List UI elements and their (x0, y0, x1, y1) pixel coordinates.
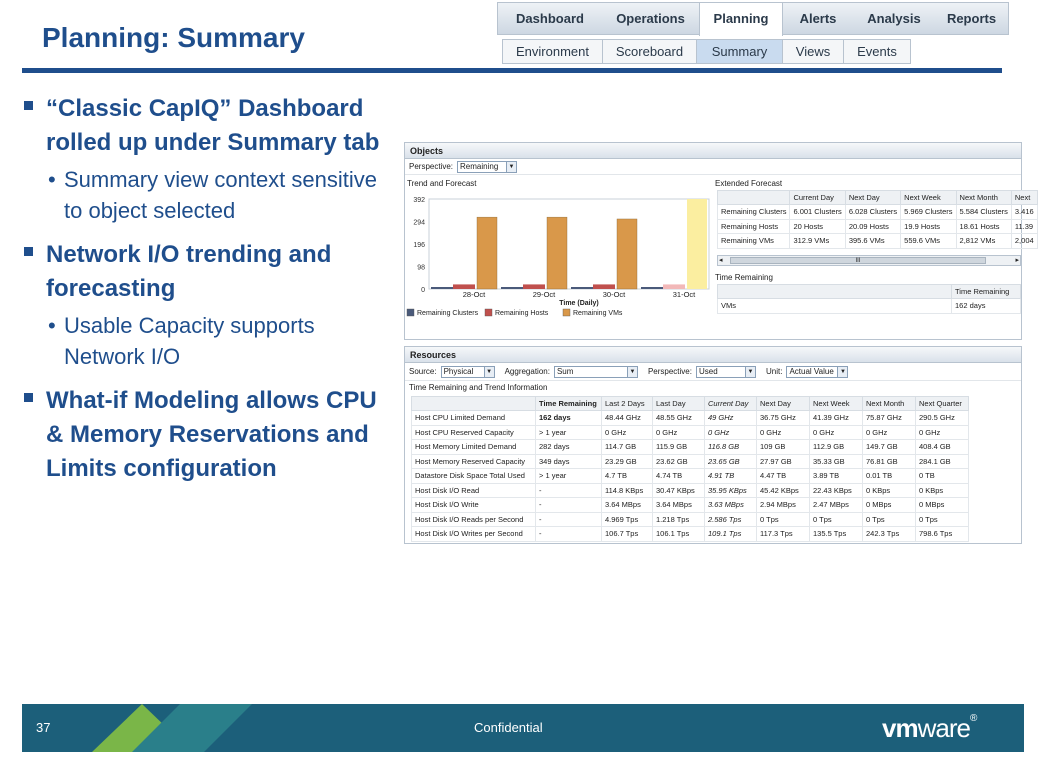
res-cell: Host Memory Reserved Capacity (412, 454, 536, 469)
logo-light: ware (917, 713, 970, 743)
ext-col-header[interactable]: Next (1011, 191, 1037, 205)
res-cell: 23.62 GB (653, 454, 705, 469)
res-cell: Host Disk I/O Write (412, 498, 536, 513)
bullet-2-text: Network I/O trending and forecasting (46, 241, 332, 302)
bullet-1-text: “Classic CapIQ” Dashboard rolled up under Summary tab (46, 95, 380, 156)
res-cell: 0 GHz (653, 425, 705, 440)
logo-bold: vm (882, 713, 918, 743)
bar-remaining-clusters (431, 287, 453, 289)
y-tick-label: 392 (413, 197, 425, 204)
subtab-environment[interactable]: Environment (503, 40, 603, 63)
ext-cell: 3.416 (1011, 205, 1037, 220)
res-cell: 23.29 GB (602, 454, 653, 469)
res-cell: - (536, 512, 602, 527)
res-cell: 0 MBps (916, 498, 969, 513)
resources-perspective-label: Perspective: (647, 367, 692, 376)
res-col-header[interactable]: Next Week (810, 397, 863, 411)
trend-chart (405, 189, 711, 329)
bar-remaining-clusters (501, 287, 523, 289)
sub-bullet-1-text: Summary view context sensitive to object selected (64, 167, 377, 223)
sub-tab-bar (502, 39, 911, 64)
bar-remaining-vms (617, 219, 637, 289)
time-remaining-title: Time Remaining (715, 273, 773, 282)
ext-cell: 20.09 Hosts (845, 219, 900, 234)
resources-perspective-value: Used (698, 367, 718, 376)
scroll-left-icon[interactable]: ◂ (719, 257, 723, 264)
table-row[interactable] (718, 234, 1038, 249)
table-row[interactable] (412, 483, 969, 498)
legend-label: Remaining Clusters (417, 310, 479, 317)
unit-value: Actual Value (789, 367, 834, 376)
table-row[interactable] (412, 498, 969, 513)
x-tick-label: 29-Oct (532, 290, 556, 299)
ext-cell: 2,812 VMs (956, 234, 1011, 249)
chevron-down-icon: ▼ (627, 367, 637, 377)
title-rule (22, 68, 1002, 73)
aggregation-label: Aggregation: (504, 367, 550, 376)
res-cell: - (536, 498, 602, 513)
ext-col-header (718, 191, 790, 205)
legend-label: Remaining VMs (573, 310, 623, 317)
aggregation-dropdown[interactable] (554, 366, 638, 378)
ext-cell: 18.61 Hosts (956, 219, 1011, 234)
res-cell: Host Disk I/O Writes per Second (412, 527, 536, 542)
ext-cell: 2,004 (1011, 234, 1037, 249)
sub-bullet-2 (24, 310, 390, 372)
bar-remaining-clusters (641, 287, 663, 289)
ext-cell: Remaining VMs (718, 234, 790, 249)
scroll-thumb[interactable]: III (730, 257, 986, 264)
res-cell: - (536, 527, 602, 542)
res-cell: 114.8 KBps (602, 483, 653, 498)
res-cell: 162 days (536, 411, 602, 426)
res-col-header[interactable]: Next Quarter (916, 397, 969, 411)
res-cell: 0 GHz (916, 425, 969, 440)
res-cell: 2.94 MBps (757, 498, 810, 513)
res-cell: > 1 year (536, 469, 602, 484)
res-cell: 0 GHz (705, 425, 757, 440)
res-cell: 75.87 GHz (863, 411, 916, 426)
res-cell: 2.47 MBps (810, 498, 863, 513)
res-col-header[interactable]: Time Remaining (536, 397, 602, 411)
res-col-header[interactable]: Last Day (653, 397, 705, 411)
x-tick-label: 31-Oct (672, 290, 696, 299)
bullet-dot-icon: • (48, 313, 56, 338)
sub-bullet-1 (24, 164, 390, 226)
chevron-down-icon: ▼ (837, 367, 847, 377)
time-remaining-table (717, 284, 1021, 314)
res-cell: 135.5 Tps (810, 527, 863, 542)
resources-panel-title: Resources (405, 347, 1021, 363)
res-cell: 4.7 TB (602, 469, 653, 484)
res-cell: 2.586 Tps (705, 512, 757, 527)
extended-title: Extended Forecast (715, 179, 783, 188)
ext-col-header[interactable]: Current Day (790, 191, 845, 205)
tab-dashboard[interactable]: Dashboard (516, 11, 584, 26)
extended-table-wrap (717, 190, 1034, 249)
res-cell: 27.97 GB (757, 454, 810, 469)
res-cell: 76.81 GB (863, 454, 916, 469)
scroll-right-icon[interactable]: ▸ (1015, 257, 1019, 264)
res-cell: 0 GHz (810, 425, 863, 440)
x-tick-label: 30-Oct (602, 290, 626, 299)
bar-remaining-vms (687, 199, 707, 289)
tr-cell: 162 days (952, 299, 1021, 314)
chart-plot-area (429, 199, 709, 289)
vmware-logo (882, 713, 976, 744)
res-cell: 109.1 Tps (705, 527, 757, 542)
perspective-label: Perspective: (409, 162, 454, 171)
res-cell: 0 Tps (810, 512, 863, 527)
res-col-header[interactable]: Last 2 Days (602, 397, 653, 411)
res-cell: 109 GB (757, 440, 810, 455)
res-cell: 0 GHz (757, 425, 810, 440)
res-cell: 115.9 GB (653, 440, 705, 455)
res-cell: 798.6 Tps (916, 527, 969, 542)
res-cell: - (536, 483, 602, 498)
x-axis-label: Time (Daily) (559, 300, 599, 307)
res-cell: 116.8 GB (705, 440, 757, 455)
res-cell: 3.64 MBps (602, 498, 653, 513)
chevron-down-icon: ▼ (745, 367, 755, 377)
subtab-views[interactable]: Views (783, 40, 844, 63)
res-cell: 242.3 Tps (863, 527, 916, 542)
objects-panel-title: Objects (405, 143, 1021, 159)
subtab-events[interactable]: Events (844, 40, 910, 63)
objects-panel (404, 142, 1034, 340)
resources-header-row (412, 397, 969, 411)
tab-reports[interactable]: Reports (946, 11, 997, 26)
unit-label: Unit: (765, 367, 783, 376)
ext-cell: 19.9 Hosts (901, 219, 956, 234)
res-cell: 284.1 GB (916, 454, 969, 469)
slide-title: Planning: Summary (42, 22, 305, 53)
res-cell: Datastore Disk Space Total Used (412, 469, 536, 484)
bar-remaining-vms (477, 217, 497, 289)
bullet-square-icon (24, 393, 33, 402)
chevron-down-icon: ▼ (506, 162, 516, 172)
table-row[interactable] (718, 205, 1038, 220)
resources-panel (404, 346, 1022, 544)
res-cell: Host Disk I/O Reads per Second (412, 512, 536, 527)
bar-remaining-clusters (571, 287, 593, 289)
ext-cell: 20 Hosts (790, 219, 845, 234)
res-cell: Host CPU Limited Demand (412, 411, 536, 426)
res-cell: 48.44 GHz (602, 411, 653, 426)
ext-cell: 5.969 Clusters (901, 205, 956, 220)
ext-cell: Remaining Hosts (718, 219, 790, 234)
res-cell: 408.4 GB (916, 440, 969, 455)
res-cell: 22.43 KBps (810, 483, 863, 498)
trend-title: Trend and Forecast (407, 179, 477, 188)
table-row[interactable] (412, 469, 969, 484)
res-cell: 282 days (536, 440, 602, 455)
res-cell: 3.63 MBps (705, 498, 757, 513)
res-cell: 45.42 KBps (757, 483, 810, 498)
sub-bullet-2-text: Usable Capacity supports Network I/O (64, 313, 315, 369)
y-tick-label: 196 (413, 242, 425, 249)
y-tick-label: 294 (413, 219, 425, 227)
resources-perspective-dropdown[interactable] (696, 366, 756, 378)
bullet-1 (24, 92, 390, 160)
res-cell: 30.47 KBps (653, 483, 705, 498)
res-cell: 290.5 GHz (916, 411, 969, 426)
time-remaining-wrap (717, 284, 1021, 314)
source-dropdown[interactable] (441, 366, 495, 378)
res-cell: 0 Tps (757, 512, 810, 527)
res-cell: 0.01 TB (863, 469, 916, 484)
slide-number: 37 (36, 720, 51, 735)
ext-col-header[interactable]: Next Week (901, 191, 956, 205)
perspective-value: Remaining (460, 162, 499, 171)
res-cell: 1.218 Tps (653, 512, 705, 527)
res-col-header[interactable]: Next Month (863, 397, 916, 411)
res-cell: 35.33 GB (810, 454, 863, 469)
res-col-header (412, 397, 536, 411)
legend-swatch (407, 309, 414, 316)
subtab-scoreboard[interactable]: Scoreboard (603, 40, 697, 63)
tab-alerts[interactable]: Alerts (799, 11, 837, 26)
res-cell: > 1 year (536, 425, 602, 440)
tab-operations[interactable]: Operations (616, 11, 685, 26)
bullet-2 (24, 238, 390, 306)
bar-remaining-hosts (663, 284, 685, 289)
resources-controls-row (405, 363, 1021, 381)
res-cell: 35.95 KBps (705, 483, 757, 498)
ext-cell: 559.6 VMs (901, 234, 956, 249)
bar-remaining-vms (547, 217, 567, 289)
table-row[interactable] (718, 219, 1038, 234)
res-cell: 0 TB (916, 469, 969, 484)
ext-cell: 5.584 Clusters (956, 205, 1011, 220)
ext-cell: 312.9 VMs (790, 234, 845, 249)
ext-col-header[interactable]: Next Month (956, 191, 1011, 205)
y-tick-label: 98 (417, 264, 425, 272)
horizontal-scrollbar[interactable] (717, 255, 1021, 266)
bar-remaining-hosts (593, 284, 615, 289)
chevron-down-icon: ▼ (484, 367, 494, 377)
table-row[interactable] (718, 299, 1021, 314)
bullet-list (24, 92, 390, 490)
res-cell: Host CPU Reserved Capacity (412, 425, 536, 440)
x-tick-label: 28-Oct (462, 290, 486, 299)
res-cell: 114.7 GB (602, 440, 653, 455)
resources-table (411, 396, 969, 542)
res-cell: 3.64 MBps (653, 498, 705, 513)
res-cell: Host Disk I/O Read (412, 483, 536, 498)
bullet-3 (24, 384, 390, 486)
res-cell: 149.7 GB (863, 440, 916, 455)
res-cell: 4.74 TB (653, 469, 705, 484)
legend-label: Remaining Hosts (495, 310, 549, 317)
slide-footer (22, 704, 1024, 752)
resources-table-title: Time Remaining and Trend Information (409, 383, 548, 392)
table-row[interactable] (412, 440, 969, 455)
main-tab-bar (497, 2, 1009, 35)
tr-col-header (718, 285, 952, 299)
perspective-row (405, 159, 1021, 175)
table-row[interactable] (412, 512, 969, 527)
resources-table-wrap (411, 396, 969, 542)
res-cell: 0 GHz (602, 425, 653, 440)
source-label: Source: (409, 367, 437, 376)
res-cell: 0 GHz (863, 425, 916, 440)
res-cell: 0 KBps (863, 483, 916, 498)
table-row[interactable] (412, 411, 969, 426)
table-row[interactable] (412, 454, 969, 469)
res-cell: 0 MBps (863, 498, 916, 513)
res-cell: 3.89 TB (810, 469, 863, 484)
res-cell: 106.1 Tps (653, 527, 705, 542)
ext-cell: 6.028 Clusters (845, 205, 900, 220)
ext-cell: 6.001 Clusters (790, 205, 845, 220)
res-cell: 4.91 TB (705, 469, 757, 484)
bullet-dot-icon: • (48, 167, 56, 192)
res-cell: 112.9 GB (810, 440, 863, 455)
perspective-dropdown[interactable] (457, 161, 517, 173)
res-cell: 106.7 Tps (602, 527, 653, 542)
res-cell: 48.55 GHz (653, 411, 705, 426)
res-cell: 0 KBps (916, 483, 969, 498)
tab-planning[interactable]: Planning (699, 3, 783, 36)
table-row[interactable] (412, 527, 969, 542)
ext-cell: 11.39 (1011, 219, 1037, 234)
subtab-summary[interactable]: Summary (697, 40, 783, 63)
res-cell: 4.47 TB (757, 469, 810, 484)
aggregation-value: Sum (556, 367, 574, 376)
res-cell: 0 Tps (863, 512, 916, 527)
tr-col-header[interactable]: Time Remaining (952, 285, 1021, 299)
bullet-square-icon (24, 101, 33, 110)
legend-swatch (563, 309, 570, 316)
res-cell: 4.969 Tps (602, 512, 653, 527)
res-cell: 0 Tps (916, 512, 969, 527)
res-cell: Host Memory Limited Demand (412, 440, 536, 455)
unit-dropdown[interactable] (786, 366, 848, 378)
res-cell: 36.75 GHz (757, 411, 810, 426)
res-cell: 23.65 GB (705, 454, 757, 469)
res-cell: 349 days (536, 454, 602, 469)
extended-forecast-table (717, 190, 1038, 249)
bar-remaining-hosts (523, 284, 545, 289)
res-cell: 49 GHz (705, 411, 757, 426)
tr-cell: VMs (718, 299, 952, 314)
table-row[interactable] (412, 425, 969, 440)
ext-cell: 395.6 VMs (845, 234, 900, 249)
bullet-square-icon (24, 247, 33, 256)
ext-col-header[interactable]: Next Day (845, 191, 900, 205)
res-col-header[interactable]: Current Day (705, 397, 757, 411)
bar-remaining-hosts (453, 284, 475, 289)
tab-analysis[interactable]: Analysis (867, 11, 921, 26)
y-tick-label: 0 (421, 287, 425, 294)
res-col-header[interactable]: Next Day (757, 397, 810, 411)
ext-cell: Remaining Clusters (718, 205, 790, 220)
bullet-3-text: What-if Modeling allows CPU & Memory Reservations and Limits configuration (46, 387, 377, 482)
source-value: Physical (443, 367, 474, 376)
legend-swatch (485, 309, 492, 316)
res-cell: 117.3 Tps (757, 527, 810, 542)
registered-icon: ® (969, 713, 977, 724)
footer-confidential: Confidential (474, 720, 543, 735)
res-cell: 41.39 GHz (810, 411, 863, 426)
